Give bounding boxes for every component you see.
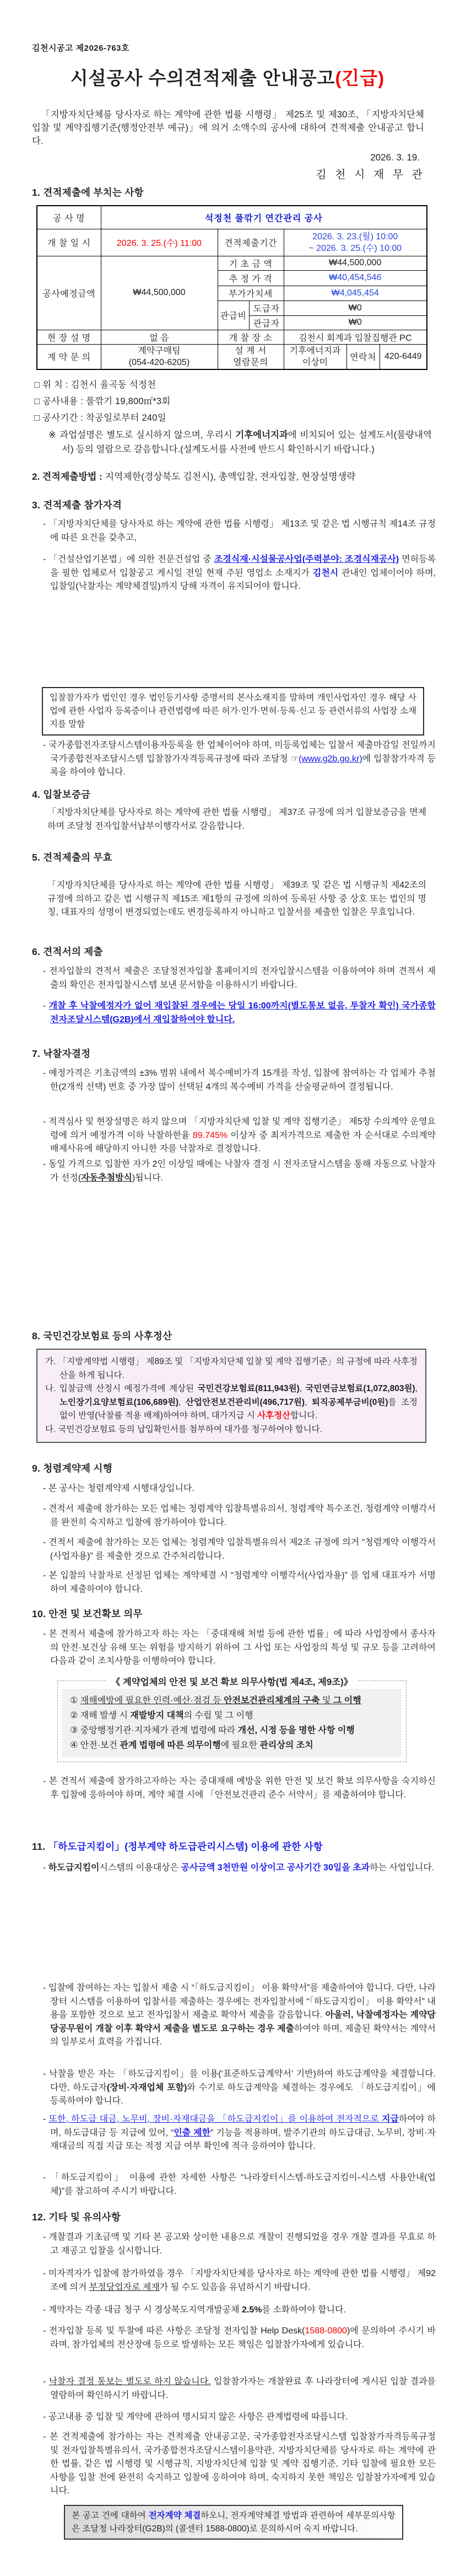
- text-run: - 낙찰을 받은 자는 「하도급지킴이」를 이용(‘표준하도급계약서’ 기반)하여 하도급계약을 체결합니다. 다만, 하도급자: [43, 2069, 436, 2092]
- task-note: [48, 428, 432, 457]
- text-run: 개선, 시정 등을 명한 사항 이행: [237, 1726, 355, 1735]
- text-run: 관내인 업체이어야 하며, 입찰일(낙찰자는 계약체결일)까지 당해 자격이 유지되어야 합니다.: [50, 568, 436, 591]
- text-run: 조경식재·시설물공사업(주력분야: 조경식재공사): [214, 555, 399, 564]
- text-run: 관리상의 조치: [259, 1741, 313, 1750]
- safety-item-1: [70, 1693, 394, 1708]
- cell-site-value: 없 음: [101, 330, 218, 344]
- text-run: 입찰참가자는 개찰완료 후 나라장터에 게시된 입찰 결과를 열람하여 확인하시기 바랍니다.: [50, 2377, 436, 2400]
- cell-contractor-value: ₩0: [284, 300, 427, 315]
- text-run: 국민건강보험료(811,943원): [197, 1384, 300, 1393]
- text-run: - 「건설산업기본법」에 의한 전문건설업 중: [43, 555, 214, 564]
- cell-project-label: 공 사 명: [37, 206, 101, 229]
- safety-item-2: [70, 1708, 394, 1723]
- s12-bullet-1: - 개찰결과 기초금액 및 기타 본 공고와 상이한 내용으로 개찰이 진행되었을 경우 개찰 결과를 무효로 하고 재공고 입찰을 실시합니다.: [43, 2232, 436, 2256]
- design-label-1: 설 계 서: [235, 346, 267, 356]
- contact-team: 계약구매팀: [138, 346, 181, 356]
- text-run: 인출 제한: [174, 2128, 211, 2138]
- s12-bullet-2: [43, 2267, 436, 2294]
- safety-box-title-row: [58, 1675, 406, 1688]
- text-run: 재해예방에 필요한 인력·예산·점검 등: [80, 1696, 224, 1705]
- text-run: 에 비치되어 있는 설계도서(물량내역서) 등의 열람으로 갈음합니다.(설계도서를 사전에 반드시 확인하시기 바랍니다.): [62, 430, 432, 454]
- cell-base-value: ₩44,500,000: [284, 256, 427, 270]
- s3-bullet-2: [43, 553, 436, 594]
- s11-bullet-1: [43, 1861, 436, 1875]
- text-run: 공사금액 3천만원 이상이고 공사기간 30일을 초과: [181, 1863, 370, 1872]
- cell-tel-value: 420-6449: [380, 344, 427, 369]
- text-run: 기후에너지과: [235, 430, 288, 440]
- s4-paragraph: 「지방자치단체를 당사자로 하는 계약에 관한 법률 시행령」 제37조 규정에 의거 입찰보증금을 면제하며 조달청 전자입찰서납부이행각서로 갈음합니다.: [47, 808, 426, 831]
- s5-paragraph: 「지방자치단체를 당사자로 하는 계약에 관한 법률 시행령」 제39조 및 같은 법 시행규칙 제42조의 규정에 의하고 같은 법 시행규칙 제15조 제1항의 규정에 의하여 등록된 사항 중 상호 또는 법인의 명칭, 대표자의 성명이 변경되었는데도 변경등록하지 아니하고 입찰서를 제출한 입찰은 무효입니다.: [47, 881, 426, 917]
- text-run: 가 될 수도 있음을 유념하시기 바랍니다.: [159, 2282, 311, 2292]
- text-run: - 전자입찰 등록 및 투찰에 따른 사항은 조달청 전자입찰 Help Desk(: [43, 2326, 305, 2336]
- text-run: )에 문의하여 주시기 바라며, 참가업체의 전산장애 등으로 발생하는 모든 책임은 입찰참가자에게 있습니다.: [50, 2326, 436, 2349]
- section-6-heading: 6. 견적서의 제출: [32, 946, 103, 957]
- cell-contractor-label: 도급자: [249, 300, 284, 315]
- section-7-heading: 7. 낙찰자결정: [32, 1048, 91, 1059]
- section-4-heading: 4. 입찰보증금: [32, 789, 91, 800]
- text-run: 2.5%: [242, 2305, 262, 2315]
- intro-paragraph: 「지방자치단체를 당사자로 하는 계약에 관한 법률 시행령」 제25조 및 제30조, 「지방자치단체 입찰 및 계약집행기준(행정안전부 예규)」에 의거 소액수의 공사에 대하여 견적제출 안내공고 합니다.: [32, 110, 424, 146]
- location-item: □ 위 치 : 김천시 율곡동 석정천: [34, 380, 156, 390]
- text-run: ①: [70, 1696, 80, 1705]
- cell-estimate-label: 추 정 가 격: [218, 270, 284, 286]
- text-run: 하여야 하며, 제출된 확약서는 계약서의 일부로서 효력을 가집니다.: [50, 2024, 436, 2047]
- text-run: ③ 중앙행정기관·지자체가 관계 법령에 따라: [70, 1726, 238, 1735]
- section-3-heading: 3. 견적제출 참가자격: [32, 500, 122, 511]
- cell-place-label: 개 찰 장 소: [218, 330, 284, 344]
- text-run: -: [43, 1001, 49, 1011]
- cell-design-label: [218, 344, 284, 369]
- cell-contact-value: [101, 344, 218, 369]
- text-run: 하도급지킴이: [48, 1863, 100, 1872]
- text-run: 사후정산: [257, 1411, 291, 1420]
- cell-gov-supply-value: ₩0: [284, 315, 427, 330]
- text-run: 11.: [32, 1841, 48, 1852]
- text-run: 89.745%: [192, 1130, 228, 1140]
- s12-bullet-5: [43, 2375, 436, 2402]
- text-run: ,: [178, 1397, 186, 1407]
- text-run: 그 이행: [333, 1696, 361, 1705]
- section-11-heading: [32, 1839, 323, 1853]
- s10-bullet-1: - 본 견적서 제출에 참가하고자 하는 자는 「중대재해 처벌 등에 관한 법률」에 따라 사업장에서 종사자의 안전·보건상 유해 또는 위험을 방지하기 위하여 그 사업 또는 사업장의 특성 및 규모 등을 고려하여 다음과 같이 조치사항을 이행하여야 합니다.: [43, 1629, 436, 1666]
- text-run: ,: [299, 1384, 306, 1393]
- section-10-heading: 10. 안전 및 보건확보 의무: [32, 1608, 143, 1619]
- e-contract-notice-box: [64, 2505, 403, 2540]
- text-run: (장비·자재업체 포함): [107, 2083, 187, 2092]
- text-run: - 국가종합전자조달시스템이용자등록을 한 업체이어야 하며, 미등록업체는 입찰서 제출마감일 전일까지 국가종합전자조달시스템 입찰참가자격등록규정에 따라 조달청 ☞: [43, 740, 436, 764]
- design-label-2: 열람문의: [233, 357, 268, 367]
- s3-bullet-1: - 「지방자치단체를 당사자로 하는 계약에 관한 법률 시행령」 제13조 및 같은 법 시행규칙 제14조 규정에 따른 요건을 갖추고,: [43, 519, 436, 543]
- text-run: 시스템의 이용대상은: [99, 1863, 181, 1872]
- scope-item: □ 공사내용 : 풀깎기 19,800㎡*3회: [34, 396, 171, 406]
- text-run: - 미자격자가 입찰에 참가하였을 경우 「지방자치단체를 당사자로 하는 계약에 관한 법률 시행령」 제92조에 의거: [43, 2269, 436, 2292]
- cell-budget-label: 공사예정금액: [37, 256, 101, 330]
- text-run: 나. 입찰금액 산정시 예정가격에 계상된: [45, 1384, 198, 1393]
- section-1-heading: 1. 견적제출에 부치는 사항: [32, 187, 144, 198]
- cell-contact-label: 계 약 문 의: [37, 344, 101, 369]
- text-run: -: [43, 2377, 49, 2386]
- cell-vat-value: ₩4,045,454: [284, 286, 427, 300]
- s8-box-item-b: [45, 1382, 418, 1423]
- s3-bullet-3: [43, 739, 436, 780]
- text-run: ,: [415, 1384, 418, 1393]
- text-run: -: [43, 2115, 49, 2124]
- text-run: 전자계약 체결: [148, 2511, 201, 2520]
- text-run: ④ 안전·보건: [70, 1741, 120, 1750]
- cell-project-name: 석정천 풀깎기 연간관리 공사: [101, 206, 427, 229]
- text-run: 합니다.: [290, 1411, 318, 1420]
- text-run: 안전보건관리체계의 구축: [224, 1696, 320, 1705]
- cell-place-value: 김천시 회계과 입찰집행관 PC: [284, 330, 427, 344]
- text-run: 노인장기요양보험료(106,689원): [59, 1397, 179, 1407]
- cell-estimate-value: ₩40,454,546: [284, 270, 427, 286]
- text-run: 또한, 하도급 대금, 노무비, 장비·자재대금을 「하도급지킴이」를 이용하여 전자적으로: [48, 2115, 382, 2124]
- text-run: 낙찰자 결정 통보는 별도로 하지 않습니다.: [48, 2377, 211, 2386]
- s9-bullet-3: - 견적서 제출에 참가하는 모든 업체는 청렴계약 입찰특별유의서 제2조 규정에 의거 “청렴계약 이행각서(사업자용)” 를 제출한 것으로 간주처리합니다.: [43, 1538, 436, 1561]
- section-2-heading: [32, 469, 426, 482]
- text-run: 1588-0800: [305, 2326, 347, 2336]
- cell-gov-supply-label: 관급자: [249, 315, 284, 330]
- s12-bullet-7: - 본 견적제출에 참가하는 자는 견적제출 안내공고문, 국가종합전자조달시스템 입찰참가자격등록규정 및 전자입찰특별유의서, 국가종합전자조달시스템이용약관, 지방자치단체를 당사자로 하는 계약에 관한 법률, 같은 법 시행령 및 시행규칙, 지방자치단체 입찰 및 계약 집행기준, 기타 입찰에 필요한 모든 사항을 입찰 전에 완전히 숙지하고 입찰에 응하여야 하며, 숙지하지 못한 책임은 입찰참가자에게 있습니다.: [43, 2432, 436, 2496]
- text-run: 자동추첨방식: [81, 1173, 132, 1183]
- cell-vat-label: 부가가치세: [218, 286, 284, 300]
- contact-phone: (054-420-6205): [128, 357, 190, 367]
- cell-open-value: 2026. 3. 25.(수) 11:00: [101, 229, 218, 256]
- cell-design-dept: [284, 344, 346, 369]
- s12-bullet-3: [43, 2304, 436, 2317]
- cell-period-label: 견적제출기간: [218, 229, 284, 256]
- text-run: 부정당업자로 제재: [89, 2282, 160, 2292]
- text-run: ※ 과업설명은 별도로 실시하지 않으며, 우리시: [48, 430, 236, 440]
- text-run: - 적격심사 및 현장설명은 하지 않으며 「지방자치단체 입찰 및 계약 집행기준」 제5장 수의계약 운영요령에 의거 예정가격 이하 낙찰하한율: [43, 1117, 436, 1140]
- text-run: 하오니, 전자계약체결 방법과 관련하여 세부문의사항은 조달청 나라장터(G2B)의 (콜센터 1588-0800)로 문의하시어 숙지 바랍니다.: [72, 2511, 396, 2534]
- cell-site-label: 현 장 설 명: [37, 330, 101, 344]
- s11-bullet-5: - 「하도급지킴이」 이용에 관한 자세한 사항은 “나라장터시스템-하도급지킴이-시스템 사용안내(업체)”를 참고하여 주시기 바랍니다.: [43, 2173, 436, 2196]
- text-run: 지급: [382, 2115, 399, 2124]
- section-5-heading: 5. 견적제출의 무효: [32, 852, 112, 863]
- text-run: 재발방지 대책: [130, 1711, 184, 1720]
- s3-definition-box: 입찰참가자가 법인인 경우 법인등기사항 증명서의 본사소재지를 말하며 개인사업자인 경우 해당 사업에 관한 사업자 등록증이나 관련법령에 따른 허가·인가·면허·등록·신고 등 관련서류의 사업장 소재지를 말함: [42, 687, 424, 736]
- s11-bullet-3: [43, 2068, 436, 2108]
- s7-bullet-1: - 예정가격은 기초금액의 ±3% 범위 내에서 복수예비가격 15개를 작성, 입찰에 참여하는 각 업체가 추첨한(2개씩 선택) 번호 중 가장 많이 선택된 4개의 복수예비 가격을 산술평균하여 결정됩니다.: [43, 1069, 436, 1092]
- s12-bullet-6: - 공고내용 중 입찰 및 계약에 관하여 명시되지 않은 사항은 관계법령에 따릅니다.: [43, 2412, 348, 2422]
- text-run: ” 기능을 적용하며, 발주기관의 하도급대금, 노무비, 장비·자재대금의 직접 지급 또는 적정 지급 여부 확인에 적극 응하여야 합니다.: [50, 2128, 436, 2151]
- text-run: 아울러, 낙찰예정자는 계약담당공무원이 개찰 이후 확약서 제출을 별도로 요구하는 경우 제출: [50, 2010, 436, 2033]
- section-9-heading: 9. 청렴계약제 시행: [32, 1463, 112, 1474]
- text-run: 개찰 후 낙찰예정자가 없어 재입찰된 경우에는 당일 16:00까지(별도통보 없음, 투찰자 확인) 국가종합전자조달시스템(G2B)에서 재입찰하여야 합니다.: [48, 1001, 436, 1024]
- text-run: (긴급): [335, 68, 385, 88]
- s9-bullet-4: - 본 입찰의 낙찰자로 선정된 업체는 계약체결 시 “청렴계약 이행각서(사업자용)” 를 업체 대표자가 서명하여 제출하여야 합니다.: [43, 1571, 436, 1594]
- s9-bullet-1: - 본 공사는 청렴계약제 시행대상입니다.: [43, 1484, 194, 1493]
- text-run: 및: [319, 1696, 333, 1705]
- s10-bullet-2: - 본 견적서 제출에 참가하고자하는 자는 중대재해 예방을 위한 안전 및 보건 확보 의무사항을 숙지하신 후 입찰에 응하여야 하며, 계약 체결 시에 「안전보건관리 준수 서약서」를 제출하여야 합니다.: [43, 1777, 436, 1800]
- design-dept: 기후에너지과: [289, 346, 341, 356]
- text-run: 국민연금보험료(1,072,803원): [305, 1384, 415, 1393]
- cell-open-label: 개 찰 일 시: [37, 229, 101, 256]
- cell-budget-value: ₩44,500,000: [101, 256, 218, 330]
- text-run: 시설공사 수의견적제출 안내공고: [70, 68, 335, 88]
- text-run: ,: [305, 1397, 312, 1407]
- section-8-heading: 8. 국민건강보험료 등의 사후정산: [32, 1330, 172, 1341]
- safety-box-items: [62, 1689, 402, 1757]
- text-run: 와 수기로 하도급계약을 체결하는 경우에도 「하도급지킴이」에 등록하여야 합니다.: [50, 2083, 436, 2106]
- text-run: 에 필요한: [220, 1741, 260, 1750]
- text-run: 면허등록을 필한 업체로서 입찰공고 게시일 전일 현재 주된 영업소 소재지가: [50, 555, 436, 578]
- s11-bullet-4: [43, 2113, 436, 2154]
- s8-box-item-c: 다. 국민건강보험료 등의 납입확인서를 첨부하여 대가를 청구하여야 합니다.: [45, 1424, 322, 1434]
- period-line-1: 2026. 3. 23.(월) 10:00: [312, 232, 398, 242]
- text-run: 산업안전보건관리비(496,717원): [185, 1397, 305, 1407]
- page-title: [0, 64, 455, 90]
- text-run: 2. 견적제출방법 :: [32, 471, 105, 482]
- text-run: )됩니다.: [132, 1173, 164, 1183]
- text-run: 퇴직공제부금비(0원): [311, 1397, 388, 1407]
- s12-bullet-4: [43, 2325, 436, 2352]
- s6-bullet-2: [43, 1000, 436, 1027]
- duration-item: □ 공사기간 : 착공일로부터 240일: [34, 413, 166, 423]
- announcement-date: 2026. 3. 19.: [370, 152, 420, 163]
- safety-item-3: [70, 1723, 394, 1738]
- text-run: -: [43, 1863, 48, 1872]
- text-run: 본 공고 건에 대하여: [72, 2511, 149, 2520]
- text-run: 하는 사업입니다.: [370, 1863, 435, 1872]
- bid-info-table: [36, 205, 427, 370]
- text-run: 를 조정 없이 반영(낙찰률 적용 배제)하여야 하며, 대가지급 시: [59, 1397, 418, 1420]
- safety-box-title: 《 계약업체의 안전 및 보건 확보 의무사항(법 제4조, 제9조)》: [106, 1677, 358, 1687]
- text-run: 이상자 중 최저가격으로 제출한 자 순서대로 수의계약 배제사유에 해당하지 아니한 자를 낙찰자로 결정합니다.: [50, 1130, 436, 1153]
- s7-bullet-3: [43, 1158, 436, 1185]
- text-run: 를 소화하여야 합니다.: [262, 2305, 346, 2315]
- s7-bullet-2: [43, 1115, 436, 1156]
- text-run: - 계약자는 각종 대금 청구 시 경상북도지역개발공채: [43, 2305, 242, 2315]
- cell-base-label: 기 초 금 액: [218, 256, 284, 270]
- text-run: 관계 법령에 따른 의무이행: [120, 1741, 221, 1750]
- s8-box-item-a: 가. 「지방계약법 시행령」 제89조 및 「지방자치단체 입찰 및 계약 집행기준」의 규정에 따라 사후정산을 하게 됩니다.: [45, 1357, 418, 1380]
- signer-name: 김 천 시 재 무 관: [316, 169, 425, 181]
- text-run: - 입찰에 참여하는 자는 입찰서 제출 시 “「하도급지킴이」 이용 확약서”를 제출하여야 합니다. 다만, 나라장터 시스템을 이용하여 입찰서를 제출하는 경우에는 전자입찰서에 “「하도급지킴이」 이용 확약서” 내용을 포함한 것으로 보고 전자입찰서 제출로 확약서 제출을 갈음합니다.: [43, 1983, 436, 2020]
- text-run: 의 수립 및 그 이행: [183, 1711, 253, 1720]
- text-run: 하여야 하며, 하도급대금 등 지급에 있어, “: [50, 2115, 436, 2138]
- design-person: 이상미: [302, 357, 328, 367]
- s9-bullet-2: - 견적서 제출에 참가하는 모든 업체는 청렴계약 입찰특별유의서, 청렴계약 특수조건, 청렴계약 이행각서를 완전히 숙지하고 입찰에 참가하여야 합니다.: [43, 1504, 436, 1527]
- s11-bullet-2: [43, 1982, 436, 2049]
- cell-period-value: [284, 229, 427, 256]
- text-run: 「하도급지킴이」(정부계약 하도급관리시스템) 이용에 관한 사항: [48, 1841, 323, 1852]
- text-run: 에 입찰참가자격 등록을 하여야 합니다.: [50, 754, 436, 777]
- notice-number: 김천시공고 제2026-763호: [32, 44, 129, 53]
- s8-settlement-box: [36, 1349, 426, 1443]
- cell-gov-label: 관급비: [218, 300, 249, 330]
- text-run: 김천시: [312, 568, 339, 578]
- text-run: ② 재해 발생 시: [70, 1711, 131, 1720]
- safety-item-4: [70, 1738, 394, 1753]
- cell-tel-label: 연락처: [346, 344, 380, 369]
- period-line-2: ~ 2026. 3. 25.(수) 10:00: [308, 243, 402, 253]
- text-run: - 동일 가격으로 입찰한 자가 2인 이상일 때에는 낙찰자 결정 시 전자조달시스템을 통해 자동으로 낙찰자가 선정(: [43, 1160, 436, 1183]
- text-run: 지역제한(경상북도 김천시), 총액입찰, 전자입찰, 현장설명생략: [105, 471, 356, 482]
- safety-obligation-box: [57, 1677, 407, 1762]
- g2b-link[interactable]: (www.g2b.go.kr): [299, 754, 362, 764]
- s6-bullet-1: - 전자입찰의 견적서 제출은 조달청전자입찰 홈페이지의 전자입찰시스템을 이용하여야 하며 견적서 제출의 확인은 전자입찰시스템 보낸 문서함을 이용하시기 바랍니다.: [43, 967, 436, 990]
- section-12-heading: 12. 기타 및 유의사항: [32, 2212, 121, 2223]
